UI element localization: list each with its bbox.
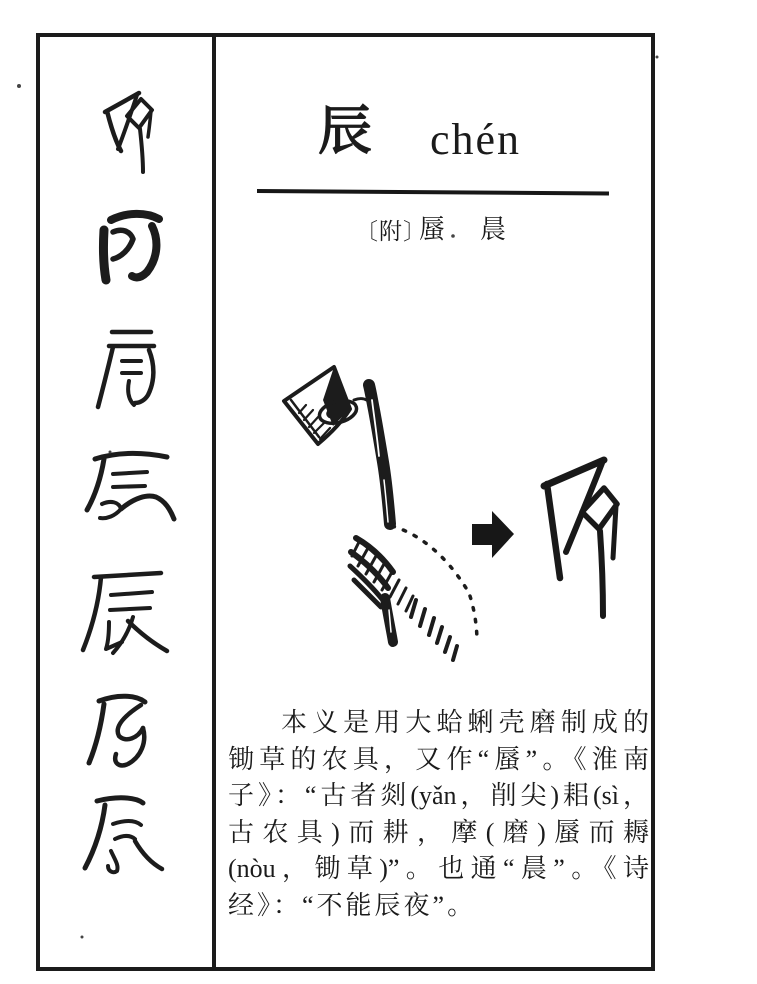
column-divider <box>212 33 216 971</box>
headword-pinyin: chén <box>430 115 522 164</box>
definition-line: 子》：“古者剡(yǎn，削尖)耜(sì， <box>228 781 649 810</box>
headword: 辰 <box>318 101 372 161</box>
definition-text <box>228 705 649 924</box>
attached-char: 晨 <box>480 215 507 244</box>
definition-line: 古农具)而耕，摩(磨)蜃而耨 <box>228 817 649 847</box>
attached-char: 蜃 <box>419 215 446 244</box>
definition-line: 本义是用大蛤蜊壳磨制成的 <box>281 708 649 737</box>
attached-label: 〔附〕 <box>355 219 427 244</box>
definition-line: 经》：“不能辰夜”。 <box>228 890 477 920</box>
definition-line: (nòu，锄草)”。也通“晨”。《诗 <box>228 854 649 883</box>
definition-line: 锄草的农具，又作“蜃”。《淮南 <box>228 744 649 774</box>
